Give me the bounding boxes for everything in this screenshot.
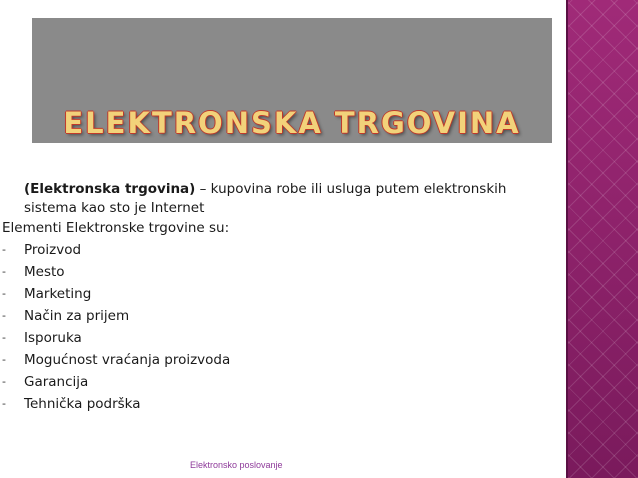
list-item-label: Marketing: [24, 286, 92, 302]
lead-text: [0, 180, 540, 218]
footer-text: Elektronsko poslovanje: [190, 460, 283, 470]
dash-marker: -: [2, 375, 6, 388]
dash-marker: -: [2, 331, 6, 344]
dash-marker: -: [2, 243, 6, 256]
list-item-label: Isporuka: [24, 330, 82, 346]
list-item-label: Mesto: [24, 264, 65, 280]
lead-term: (Elektronska trgovina): [24, 181, 196, 197]
list-item-label: Tehnička podrška: [24, 396, 141, 412]
list-item-label: Garancija: [24, 374, 89, 390]
dash-marker: -: [2, 265, 6, 278]
list-item-label: Mogućnost vraćanja proizvoda: [24, 352, 231, 368]
dash-marker: -: [2, 287, 6, 300]
slide-title: ELEKTRONSKA TRGOVINA: [63, 106, 521, 140]
dash-marker: -: [2, 353, 6, 366]
lead-paragraph: [0, 180, 540, 218]
intro-line: Elementi Elektronske trgovine su:: [2, 220, 230, 236]
title-banner: [32, 18, 552, 143]
list-item-label: Način za prijem: [24, 308, 130, 324]
lead-definition: – kupovina robe ili usluga putem elektronskih sistema kao sto je Internet: [24, 181, 507, 216]
dash-marker: -: [2, 309, 6, 322]
list-item-label: Proizvod: [24, 242, 82, 258]
decorative-side-band: [568, 0, 638, 478]
dash-marker: -: [2, 397, 6, 410]
